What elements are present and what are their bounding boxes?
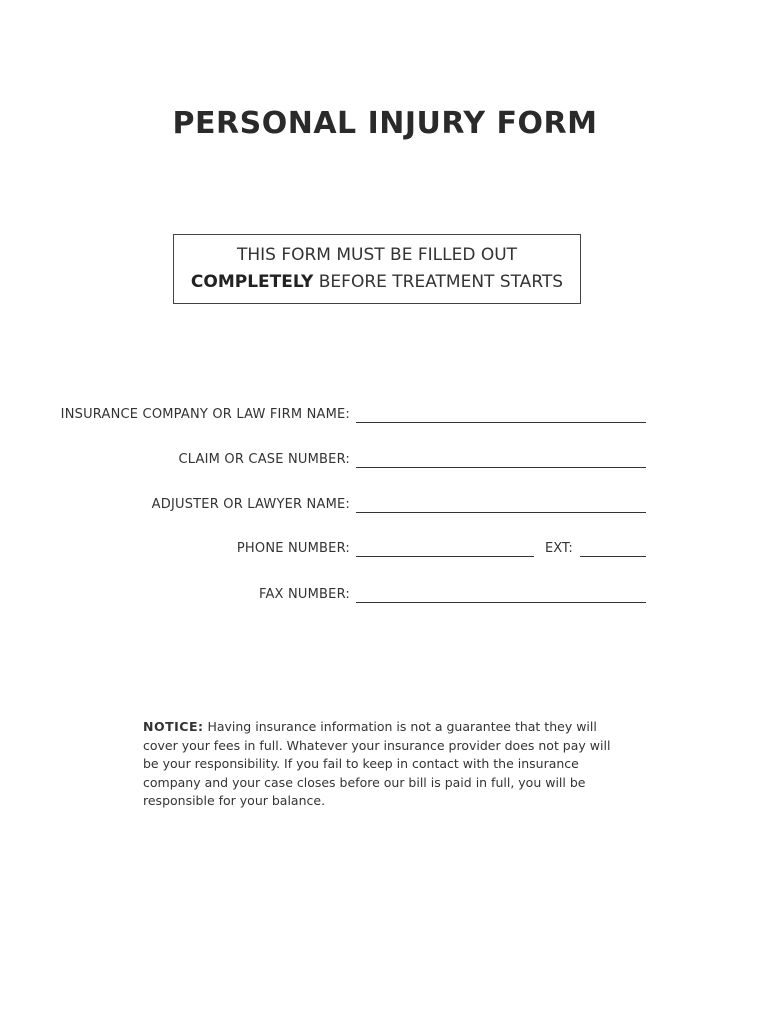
phone-number-row	[0, 541, 770, 561]
insurance-company-field[interactable]	[356, 422, 646, 423]
ext-field[interactable]	[580, 556, 646, 557]
warning-line-1: THIS FORM MUST BE FILLED OUT	[236, 245, 518, 265]
adjuster-name-label: ADJUSTER OR LAWYER NAME:	[151, 497, 350, 512]
adjuster-name-row	[0, 497, 770, 517]
phone-number-field[interactable]	[356, 556, 534, 557]
warning-line-2	[174, 272, 580, 292]
fax-number-row	[0, 587, 770, 607]
phone-number-label: PHONE NUMBER:	[236, 541, 350, 556]
adjuster-name-field[interactable]	[356, 512, 646, 513]
notice-paragraph	[143, 718, 623, 811]
ext-label: EXT:	[545, 541, 573, 556]
notice-label: NOTICE:	[143, 719, 204, 734]
claim-number-label: CLAIM OR CASE NUMBER:	[178, 452, 350, 467]
fax-number-label: FAX NUMBER:	[258, 587, 350, 602]
claim-number-row	[0, 452, 770, 472]
page-title: PERSONAL INJURY FORM	[172, 106, 598, 141]
insurance-company-row	[0, 407, 770, 427]
notice-text: Having insurance information is not a guarantee that they will cover your fees in full. Whatever your insurance provider does not pay will be your responsibility. If you fail to keep in contact with the insurance company and your case closes before our bill is paid in full, you will be responsible for your balance.	[143, 719, 611, 808]
claim-number-field[interactable]	[356, 467, 646, 468]
warning-line-2-rest: BEFORE TREATMENT STARTS	[313, 272, 564, 292]
fax-number-field[interactable]	[356, 602, 646, 603]
insurance-company-label: INSURANCE COMPANY OR LAW FIRM NAME:	[60, 407, 350, 422]
warning-box	[173, 234, 581, 304]
warning-emphasis: COMPLETELY	[190, 272, 314, 292]
